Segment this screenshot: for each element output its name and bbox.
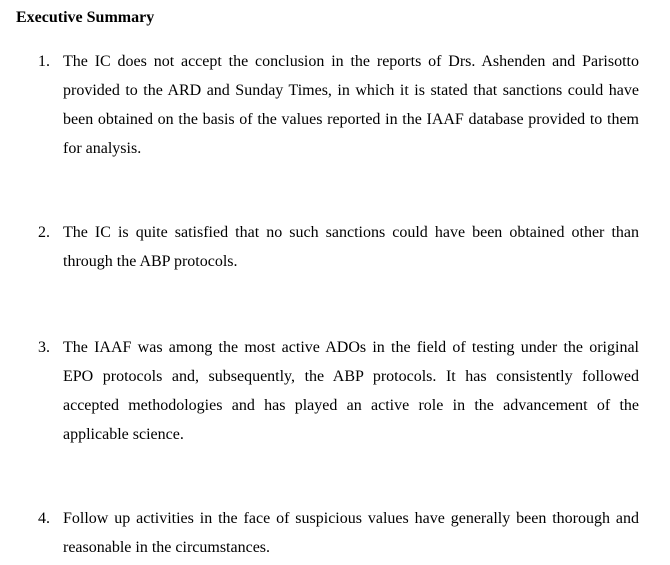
item-number: 3. bbox=[38, 339, 50, 356]
item-number: 2. bbox=[38, 224, 50, 241]
summary-item-4 bbox=[38, 504, 639, 562]
item-number: 4. bbox=[38, 510, 50, 527]
section-heading: Executive Summary bbox=[16, 9, 155, 26]
summary-item-3 bbox=[38, 333, 639, 449]
item-text: The IC does not accept the conclusion in the reports of Drs. Ashenden and Parisotto provided to the ARD and Sunday Times, in which it is stated that sanctions could have been obtained on the basis of the values reported in the IAAF database provided to them for analysis. bbox=[63, 53, 639, 157]
item-number: 1. bbox=[38, 53, 50, 70]
item-text: The IAAF was among the most active ADOs in the field of testing under the original EPO protocols and, subsequently, the ABP protocols. It has consistently followed accepted methodologies and has played an active role in the advancement of the applicable science. bbox=[63, 339, 639, 443]
summary-item-1 bbox=[38, 47, 639, 163]
item-text: The IC is quite satisfied that no such sanctions could have been obtained other than through the ABP protocols. bbox=[63, 224, 639, 270]
item-text: Follow up activities in the face of suspicious values have generally been thorough and reasonable in the circumstances. bbox=[63, 510, 639, 556]
summary-item-2 bbox=[38, 218, 639, 276]
